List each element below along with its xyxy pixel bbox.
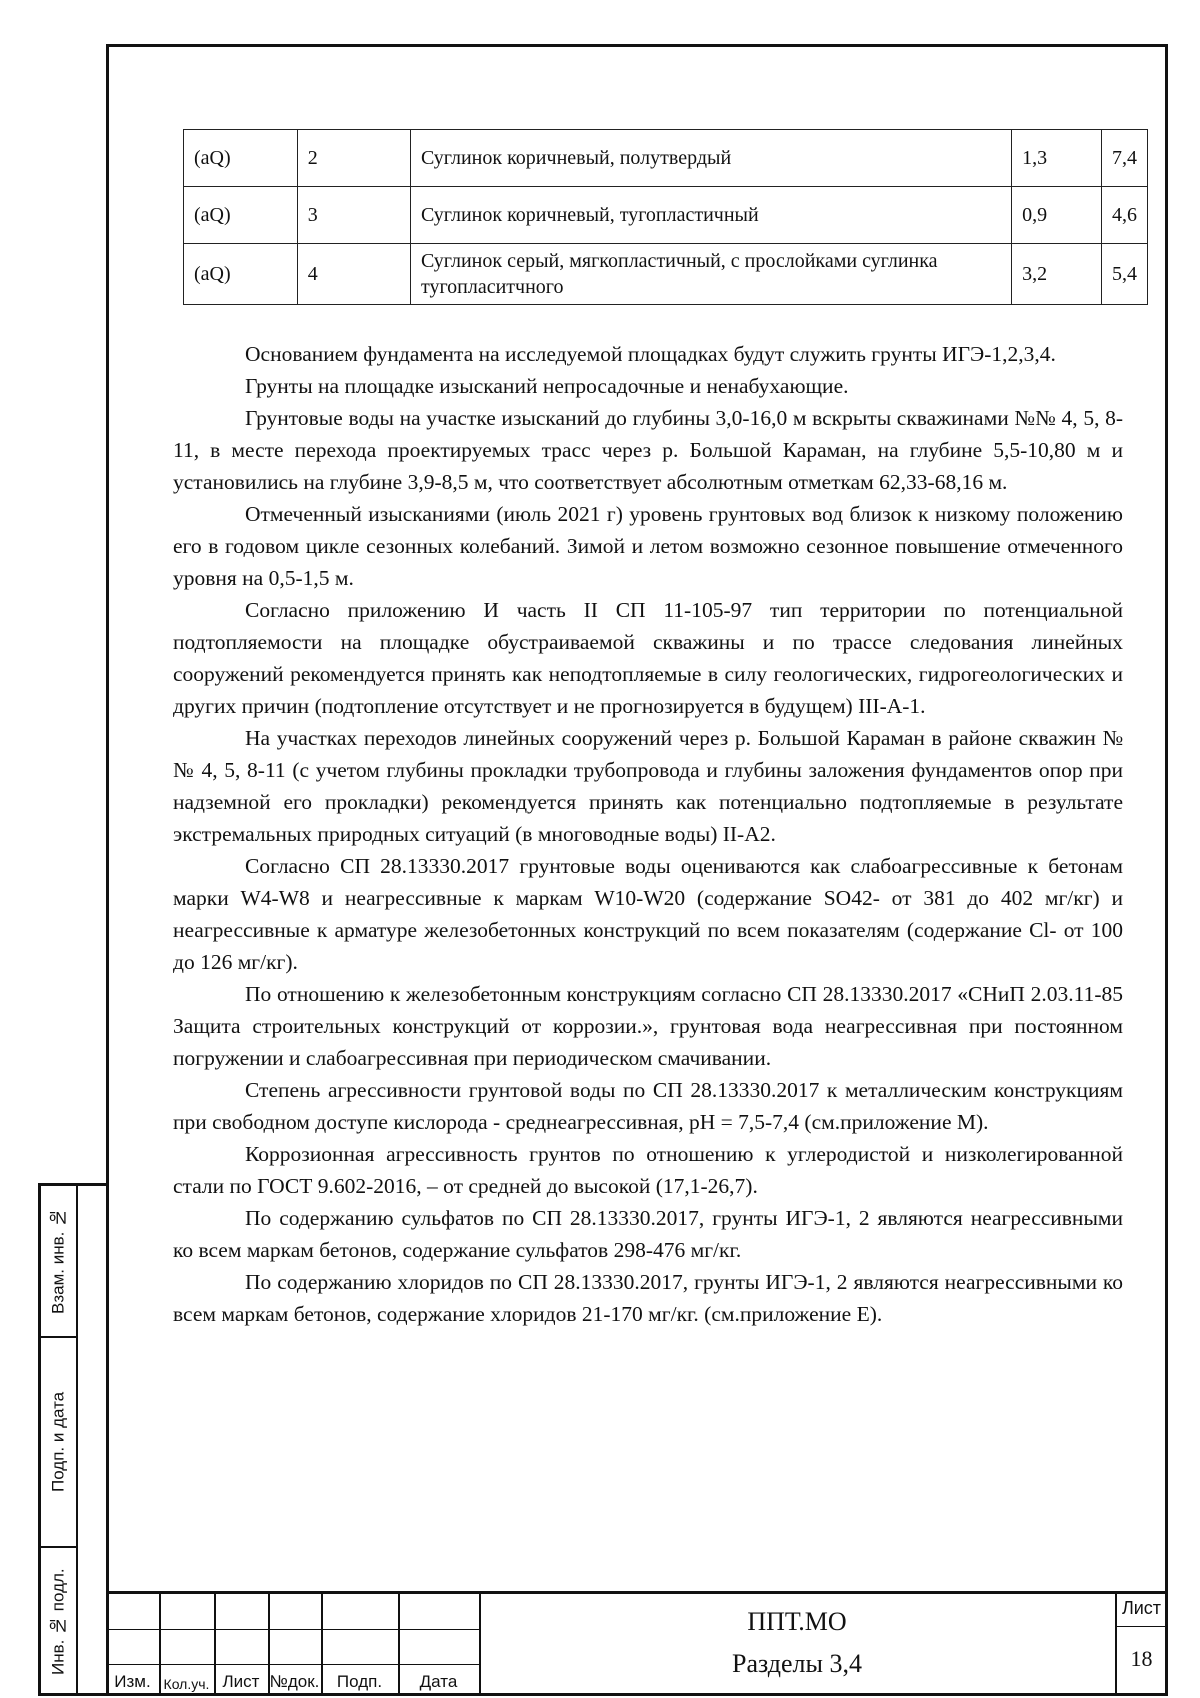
table-cell-value-1: 3,2 bbox=[1012, 244, 1102, 305]
table-cell-value-2: 4,6 bbox=[1102, 187, 1148, 244]
title-block bbox=[106, 1591, 1168, 1696]
side-label-inv: Инв. № подл. bbox=[48, 1568, 68, 1676]
paragraph: По содержанию хлоридов по СП 28.13330.2017, грунты ИГЭ-1, 2 являются неагрессивными ко всем маркам бетонов, содержание хлоридов 21-170 мг/кг. (см.приложение Е). bbox=[173, 1270, 1123, 1326]
document-title: Разделы 3,4 bbox=[731, 1649, 862, 1678]
stamp-sheet-line bbox=[1115, 1626, 1168, 1627]
side-strip-divider bbox=[76, 1186, 78, 1693]
stamp-header-podp: Подп. bbox=[336, 1672, 383, 1691]
table-cell-description: Суглинок коричневый, тугопластичный bbox=[410, 187, 1011, 244]
side-approval-strip bbox=[38, 1183, 106, 1696]
sheet-label: Лист bbox=[1121, 1598, 1162, 1618]
stamp-header-izm: Изм. bbox=[114, 1672, 151, 1691]
paragraph: Согласно приложению И часть II СП 11-105-97 тип территории по потенциальной подтопляемости на площадке обустраиваемой скважины и по трассе следования линейных сооружений рекомендуется принять как неподтопляемые в силу геологических, гидрогеологических и других причин (подтопление отсутствует и не прогнозируется в будущем) III-А-1. bbox=[173, 598, 1123, 718]
stamp-header-list: Лист bbox=[222, 1672, 260, 1691]
side-cell-inv bbox=[41, 1548, 76, 1696]
paragraph: Коррозионная агрессивность грунтов по отношению к углеродистой и низколегированной стали по ГОСТ 9.602-2016, – от средней до высокой (17,1-26,7). bbox=[173, 1142, 1123, 1198]
table-cell-index: (aQ) bbox=[184, 130, 298, 187]
table-row bbox=[184, 130, 1148, 187]
paragraph: Грунтовые воды на участке изысканий до глубины 3,0-16,0 м вскрыты скважинами №№ 4, 5, 8-11, в месте перехода проектируемых трасс через р. Большой Караман, на глубине 5,5-10,80 м и установились на глубине 3,9-8,5 м, что соответствует абсолютным отметкам 62,33-68,16 м. bbox=[173, 406, 1123, 494]
table-cell-ige: 4 bbox=[297, 244, 410, 305]
table-cell-index: (aQ) bbox=[184, 244, 298, 305]
sheet-number: 18 bbox=[1130, 1646, 1153, 1671]
stamp-row-line bbox=[106, 1664, 479, 1665]
soil-layers-table bbox=[183, 129, 1148, 305]
side-cell-vzam bbox=[41, 1186, 76, 1338]
paragraph: По содержанию сульфатов по СП 28.13330.2017, грунты ИГЭ-1, 2 являются неагрессивными ко всем маркам бетонов, содержание сульфатов 298-476 мг/кг. bbox=[173, 1206, 1123, 1262]
document-code: ППТ.МО bbox=[747, 1607, 847, 1636]
table-cell-index: (aQ) bbox=[184, 187, 298, 244]
side-label-podp: Подп. и дата bbox=[48, 1391, 68, 1493]
side-label-vzam: Взам. инв. № bbox=[48, 1207, 68, 1315]
stamp-header-data: Дата bbox=[419, 1672, 458, 1691]
paragraph: Степень агрессивности грунтовой воды по СП 28.13330.2017 к металлическим конструкциям при свободном доступе кислорода - среднеагрессивная, pH = 7,5-7,4 (см.приложение М). bbox=[173, 1078, 1123, 1134]
paragraph: Грунты на площадке изысканий непросадочные и ненабухающие. bbox=[245, 374, 849, 398]
side-cell-podp bbox=[41, 1338, 76, 1548]
table-cell-ige: 3 bbox=[297, 187, 410, 244]
table-cell-value-2: 5,4 bbox=[1102, 244, 1148, 305]
paragraph: По отношению к железобетонным конструкциям согласно СП 28.13330.2017 «СНиП 2.03.11-85 Защита строительных конструкций от коррозии.», грунтовая вода неагрессивная при постоянном погружении и слабоагрессивная при периодическом смачивании. bbox=[173, 982, 1123, 1070]
table-cell-value-1: 0,9 bbox=[1012, 187, 1102, 244]
table-cell-value-1: 1,3 bbox=[1012, 130, 1102, 187]
paragraph: Согласно СП 28.13330.2017 грунтовые воды оцениваются как слабоагрессивные к бетонам марки W4-W8 и неагрессивные к маркам W10-W20 (содержание SO42- от 381 до 402 мг/кг) и неагрессивные к арматуре железобетонных конструкций по всем показателям (содержание Cl- от 100 до 126 мг/кг). bbox=[173, 854, 1123, 974]
table-cell-description: Суглинок серый, мягкопластичный, с прослойками суглинка тугопласитчного bbox=[410, 244, 1011, 305]
table-cell-ige: 2 bbox=[297, 130, 410, 187]
table-row bbox=[184, 244, 1148, 305]
stamp-header-ndok: №док. bbox=[269, 1672, 320, 1691]
paragraph: Отмеченный изысканиями (июль 2021 г) уровень грунтовых вод близок к низкому положению его в годовом цикле сезонных колебаний. Зимой и летом возможно сезонное повышение отмеченного уровня на 0,5-1,5 м. bbox=[173, 502, 1123, 590]
table-cell-value-2: 7,4 bbox=[1102, 130, 1148, 187]
stamp-row-line bbox=[106, 1629, 479, 1630]
stamp-header-kolvo: Кол.уч. bbox=[163, 1676, 210, 1692]
paragraph: На участках переходов линейных сооружений через р. Большой Караман в районе скважин №№ 4, 5, 8-11 (с учетом глубины прокладки трубопровода и глубины заложения фундаментов опор при надземной его прокладки) рекомендуется принять как потенциально подтопляемые в результате экстремальных природных ситуаций (в многоводные воды) II-А2. bbox=[173, 726, 1123, 846]
body-text bbox=[173, 338, 1123, 1330]
paragraph: Основанием фундамента на исследуемой площадках будут служить грунты ИГЭ-1,2,3,4. bbox=[245, 342, 1056, 366]
table-cell-description: Суглинок коричневый, полутвердый bbox=[410, 130, 1011, 187]
table-row bbox=[184, 187, 1148, 244]
